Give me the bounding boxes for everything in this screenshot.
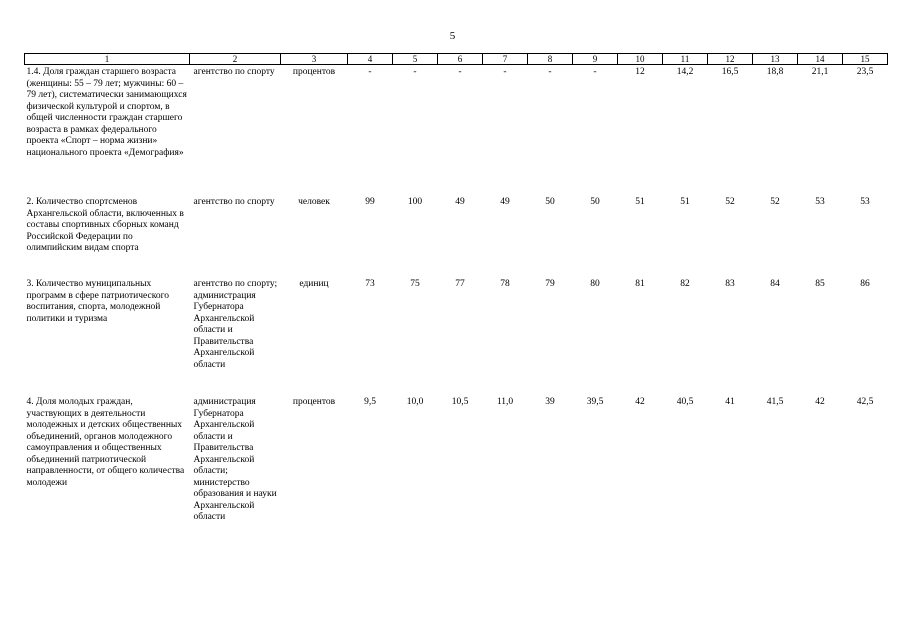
indicator-name: 3. Количество муниципальных программ в сфере патриотического воспитания, спорта, молодежной политики и туризма bbox=[26, 279, 170, 324]
table-row bbox=[25, 195, 888, 277]
value-cell: 39,5 bbox=[586, 397, 604, 407]
table-row bbox=[25, 277, 888, 395]
value-cell: 51 bbox=[680, 197, 690, 207]
value-cell: 21,1 bbox=[811, 67, 829, 77]
value-cell: 83 bbox=[725, 279, 735, 289]
value-cell: 18,8 bbox=[766, 67, 784, 77]
value-cell: 77 bbox=[455, 279, 465, 289]
value-cell: 50 bbox=[590, 197, 600, 207]
value-cell: - bbox=[458, 67, 462, 77]
value-cell: 85 bbox=[815, 279, 825, 289]
value-cell: 86 bbox=[860, 279, 870, 289]
header-cell: 4 bbox=[348, 54, 393, 65]
header-row bbox=[25, 54, 888, 65]
value-cell: 9,5 bbox=[364, 397, 376, 407]
header-cell: 12 bbox=[708, 54, 753, 65]
executor: агентство по спорту bbox=[193, 67, 275, 77]
value-cell: 16,5 bbox=[721, 67, 739, 77]
header-cell: 8 bbox=[528, 54, 573, 65]
header-cell: 6 bbox=[438, 54, 483, 65]
header-cell: 2 bbox=[190, 54, 281, 65]
executor: администрация Губернатора Архангельской области и Правительства Архангельской области; министерство образования и науки Архангельской области bbox=[193, 397, 277, 522]
header-cell: 10 bbox=[618, 54, 663, 65]
value-cell: 50 bbox=[545, 197, 555, 207]
value-cell: 53 bbox=[815, 197, 825, 207]
header-cell: 1 bbox=[25, 54, 190, 65]
value-cell: 41,5 bbox=[766, 397, 784, 407]
table-row bbox=[25, 65, 888, 196]
value-cell: 41 bbox=[725, 397, 735, 407]
value-cell: 52 bbox=[725, 197, 735, 207]
value-cell: 42 bbox=[815, 397, 825, 407]
value-cell: 100 bbox=[407, 197, 423, 207]
value-cell: 53 bbox=[860, 197, 870, 207]
header-cell: 13 bbox=[753, 54, 798, 65]
header-cell: 14 bbox=[798, 54, 843, 65]
executor: агентство по спорту bbox=[193, 197, 275, 207]
unit: процентов bbox=[292, 397, 336, 407]
value-cell: 52 bbox=[770, 197, 780, 207]
value-cell: 10,5 bbox=[451, 397, 469, 407]
value-cell: 78 bbox=[500, 279, 510, 289]
unit: процентов bbox=[292, 67, 336, 77]
executor: агентство по спорту; администрация Губернатора Архангельской области и Правительства Архангельской области bbox=[193, 279, 278, 370]
unit: человек bbox=[298, 197, 330, 207]
value-cell: 10,0 bbox=[406, 397, 424, 407]
indicator-name: 1.4. Доля граждан старшего возраста (женщины: 55 – 79 лет; мужчины: 60 – 79 лет), систематически занимающихся физической культурой и спортом, в общей численности граждан старшего возраста в рамках федерального проекта «Спорт – норма жизни» национального проекта «Демография» bbox=[26, 67, 187, 158]
value-cell: 75 bbox=[410, 279, 420, 289]
table-row bbox=[25, 395, 888, 547]
value-cell: 81 bbox=[635, 279, 645, 289]
value-cell: - bbox=[548, 67, 552, 77]
indicators-table bbox=[24, 53, 888, 547]
value-cell: 51 bbox=[635, 197, 645, 207]
value-cell: 42,5 bbox=[856, 397, 874, 407]
value-cell: 79 bbox=[545, 279, 555, 289]
value-cell: 11,0 bbox=[496, 397, 514, 407]
indicator-name: 4. Доля молодых граждан, участвующих в деятельности молодежных и детских общественных объединений, органов молодежного самоуправления и общественных объединений патриотической направленности, от общего количества молодежи bbox=[26, 397, 185, 488]
unit: единиц bbox=[299, 279, 329, 289]
value-cell: 84 bbox=[770, 279, 780, 289]
value-cell: - bbox=[368, 67, 372, 77]
indicator-name: 2. Количество спортсменов Архангельской области, включенных в составы спортивных сборных команд Российской Федерации по олимпийским видам спорта bbox=[26, 197, 184, 253]
header-cell: 7 bbox=[483, 54, 528, 65]
value-cell: 82 bbox=[680, 279, 690, 289]
header-cell: 5 bbox=[393, 54, 438, 65]
value-cell: 99 bbox=[365, 197, 375, 207]
header-cell: 3 bbox=[281, 54, 348, 65]
value-cell: 49 bbox=[455, 197, 465, 207]
value-cell: 40,5 bbox=[676, 397, 694, 407]
header-cell: 11 bbox=[663, 54, 708, 65]
value-cell: 73 bbox=[365, 279, 375, 289]
value-cell: 42 bbox=[635, 397, 645, 407]
value-cell: 49 bbox=[500, 197, 510, 207]
value-cell: 14,2 bbox=[676, 67, 694, 77]
value-cell: - bbox=[503, 67, 507, 77]
value-cell: 12 bbox=[635, 67, 645, 77]
value-cell: - bbox=[593, 67, 597, 77]
value-cell: 39 bbox=[545, 397, 555, 407]
header-cell: 15 bbox=[843, 54, 888, 65]
value-cell: 80 bbox=[590, 279, 600, 289]
value-cell: 23,5 bbox=[856, 67, 874, 77]
header-cell: 9 bbox=[573, 54, 618, 65]
page-number: 5 bbox=[449, 30, 456, 42]
value-cell: - bbox=[413, 67, 417, 77]
